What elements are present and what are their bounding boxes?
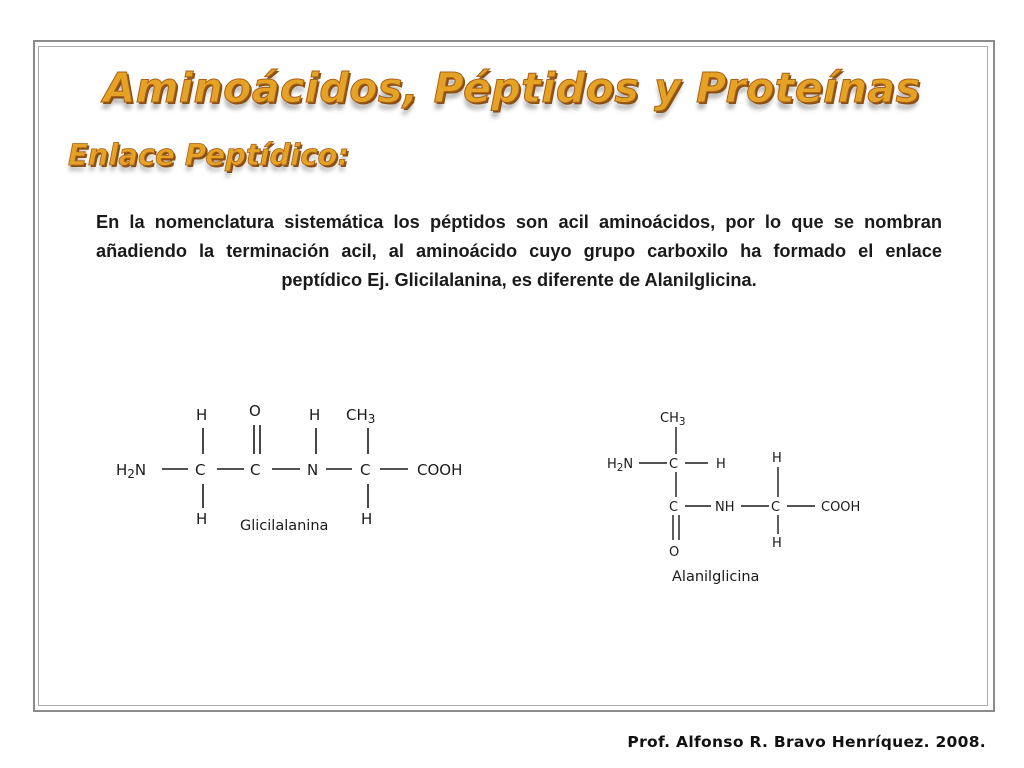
glicil-c2: C <box>250 461 261 479</box>
alanil-h2n: $H_2N$ <box>607 457 634 474</box>
alanil-c2: C <box>669 500 679 515</box>
alanil-h-top: H <box>772 451 782 466</box>
slide-title: Aminoácidos, Péptidos y Proteínas <box>103 64 921 112</box>
alanil-cooh: COOH <box>821 500 861 515</box>
alanil-c3: C <box>771 500 781 515</box>
glicil-n: N <box>307 461 319 479</box>
glicil-h-top-n: H <box>309 406 321 424</box>
alanilglicina-structure <box>639 427 815 540</box>
footer-credit: Prof. Alfonso R. Bravo Henríquez. 2008. <box>627 733 986 751</box>
glicil-h-bottom1: H <box>196 510 208 528</box>
glicil-ch3: $CH_3$ <box>346 406 376 426</box>
alanil-o: O <box>669 545 680 560</box>
alanilglicina-label: Alanilglicina <box>672 569 760 585</box>
alanil-h-bottom: H <box>772 536 782 551</box>
glicil-c3: C <box>360 461 371 479</box>
alanil-ch3: $CH_3$ <box>660 411 686 428</box>
alanil-c1: C <box>669 457 679 472</box>
body-paragraph: En la nomenclatura sistemática los péptidos son acil aminoácidos, por lo que se nombran añadiendo la terminación acil, al aminoácido cuyo grupo carboxilo ha formado el enlace peptídico Ej. Glicilalanina, es diferente de Alanilglicina. <box>96 212 942 290</box>
glicil-o-top: O <box>249 402 261 420</box>
section-subtitle: Enlace Peptídico: <box>68 138 350 172</box>
glicil-h-bottom3: H <box>361 510 373 528</box>
alanil-nh: NH <box>715 500 735 515</box>
glicil-h2n: $H_2N$ <box>116 461 147 481</box>
glicilalanina-label: Glicilalanina <box>240 518 329 534</box>
glicil-cooh: COOH <box>417 461 463 479</box>
alanil-h-right: H <box>716 457 726 472</box>
glicil-h-top1: H <box>196 406 208 424</box>
glicil-c1: C <box>195 461 206 479</box>
